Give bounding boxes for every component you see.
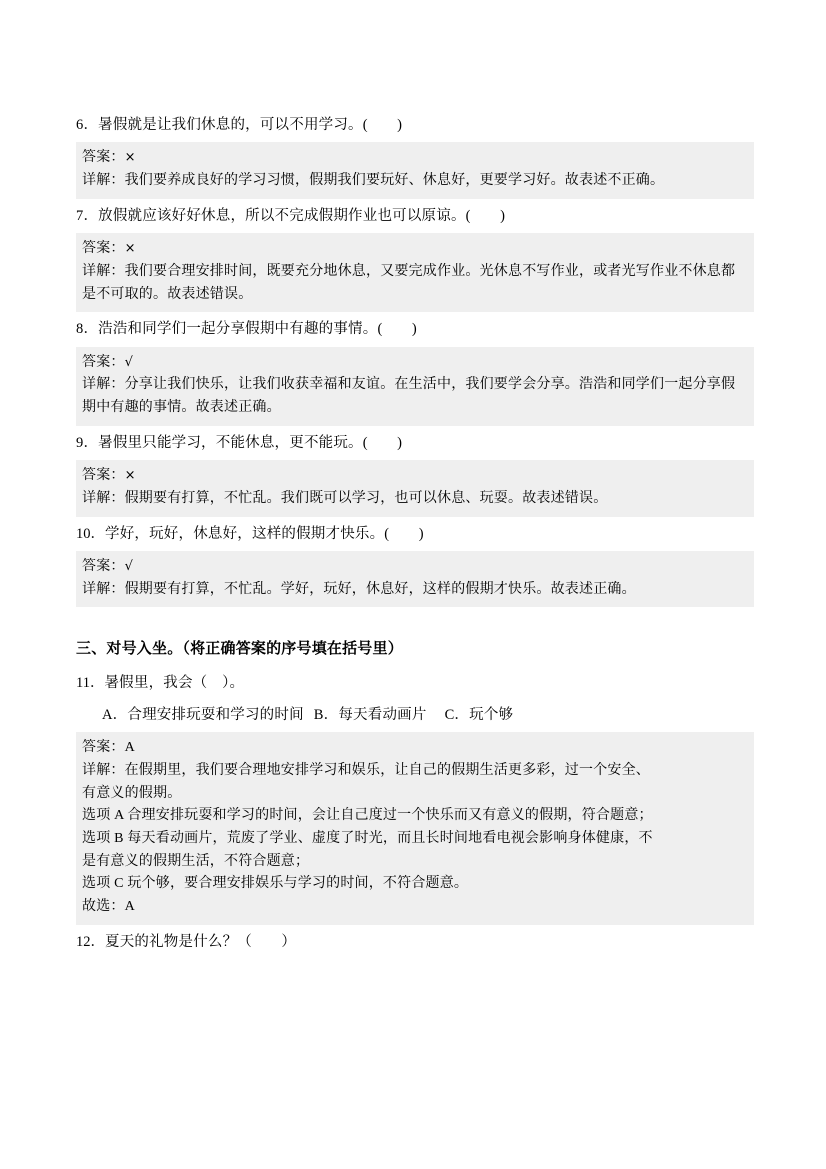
question-text: 暑假就是让我们休息的，可以不用学习。( ) xyxy=(98,117,403,133)
option-a: A．合理安排玩耍和学习的时间 xyxy=(102,706,304,723)
explanation-line: 故选：A xyxy=(82,899,135,915)
explanation-line xyxy=(82,579,746,602)
explanation-label: 详解： xyxy=(82,263,125,279)
question-line xyxy=(76,517,754,551)
question-line xyxy=(76,666,754,700)
explanation-line xyxy=(82,170,746,193)
answer-value: √ xyxy=(124,559,134,575)
explanation-label: 详解： xyxy=(82,173,125,189)
question-number: 11． xyxy=(76,675,105,692)
explanation-line xyxy=(82,374,746,419)
answer-block xyxy=(76,142,754,198)
explanation-label: 详解： xyxy=(82,490,125,506)
answer-label: 答案： xyxy=(82,354,125,370)
question-number: 12． xyxy=(76,933,105,950)
explanation-line xyxy=(82,261,746,306)
explanation-text: 假期要有打算，不忙乱。我们既可以学习，也可以休息、玩耍。故表述错误。 xyxy=(124,490,608,506)
question-number: 8． xyxy=(76,321,99,338)
question-text: 夏天的礼物是什么？（ ） xyxy=(105,933,297,950)
answer-line xyxy=(82,147,746,170)
answer-label: 答案： xyxy=(82,559,125,575)
explanation-text: 我们要合理安排时间，既要充分地休息，又要完成作业。光休息不写作业，或者光写作业不休息都是不可取的。故表述错误。 xyxy=(82,263,736,302)
answer-line xyxy=(82,465,746,488)
answer-label: 答案： xyxy=(82,241,125,257)
answer-block xyxy=(76,347,754,426)
answer-block xyxy=(76,460,754,516)
answer-label: 答案： xyxy=(82,150,125,166)
question-line xyxy=(76,108,754,142)
answer-label: 答案： xyxy=(82,740,125,756)
explanation-label: 详解： xyxy=(82,377,125,393)
question-text: 暑假里，我会（ ）。 xyxy=(104,675,245,692)
question-text: 浩浩和同学们一起分享假期中有趣的事情。( ) xyxy=(98,321,417,338)
question-number: 9． xyxy=(76,434,99,451)
answer-line xyxy=(82,238,746,261)
answer-block xyxy=(76,732,754,924)
document-body xyxy=(76,108,754,959)
answer-value: × xyxy=(124,150,136,166)
answer-line xyxy=(82,352,746,375)
question-line xyxy=(76,312,754,346)
answer-value: √ xyxy=(124,354,134,370)
explanation-line: 选项 B 每天看动画片，荒废了学业、虚度了时光，而且长时间地看电视会影响身体健康，不 xyxy=(82,831,653,847)
question-line xyxy=(76,426,754,460)
options-line xyxy=(76,701,754,732)
question-line xyxy=(76,199,754,233)
section-heading: 三、对号入坐。（将正确答案的序号填在括号里） xyxy=(76,641,403,658)
question-text: 学好，玩好，休息好，这样的假期才快乐。( ) xyxy=(105,525,424,542)
explanation-text: 我们要养成良好的学习习惯，假期我们要玩好、休息好，更要学习好。故表述不正确。 xyxy=(124,173,665,189)
explanation-label: 详解： xyxy=(82,581,125,597)
question-number: 10． xyxy=(76,525,105,542)
answer-value: A xyxy=(124,740,135,756)
option-b: B．每天看动画片 xyxy=(313,706,427,723)
answer-value: × xyxy=(124,468,136,484)
option-c: C．玩个够 xyxy=(444,706,514,723)
answer-label: 答案： xyxy=(82,468,125,484)
explanation-line: 有意义的假期。 xyxy=(82,785,182,801)
question-text: 暑假里只能学习，不能休息，更不能玩。( ) xyxy=(98,434,403,451)
answer-line xyxy=(82,556,746,579)
question-line xyxy=(76,925,754,959)
question-number: 6． xyxy=(76,117,99,133)
explanation-line: 详解：在假期里，我们要合理地安排学习和娱乐，让自己的假期生活更多彩，过一个安全、 xyxy=(82,763,650,779)
answer-block xyxy=(76,551,754,607)
explanation-line: 选项 A 合理安排玩耍和学习的时间，会让自己度过一个快乐而又有意义的假期，符合题意； xyxy=(82,808,653,824)
question-text: 放假就应该好好休息，所以不完成假期作业也可以原谅。( ) xyxy=(98,207,506,224)
explanation-text: 假期要有打算，不忙乱。学好，玩好，休息好，这样的假期才快乐。故表述正确。 xyxy=(124,581,636,597)
answer-value: × xyxy=(124,241,136,257)
explanation-line: 选项 C 玩个够，要合理安排娱乐与学习的时间，不符合题意。 xyxy=(82,876,469,892)
explanation-text: 分享让我们快乐，让我们收获幸福和友谊。在生活中，我们要学会分享。浩浩和同学们一起分享假期中有趣的事情。故表述正确。 xyxy=(82,377,736,416)
explanation-line: 是有意义的假期生活，不符合题意； xyxy=(82,853,310,869)
explanation-line xyxy=(82,488,746,511)
answer-block xyxy=(76,233,754,312)
question-number: 7． xyxy=(76,207,99,224)
answer-line xyxy=(82,737,746,760)
